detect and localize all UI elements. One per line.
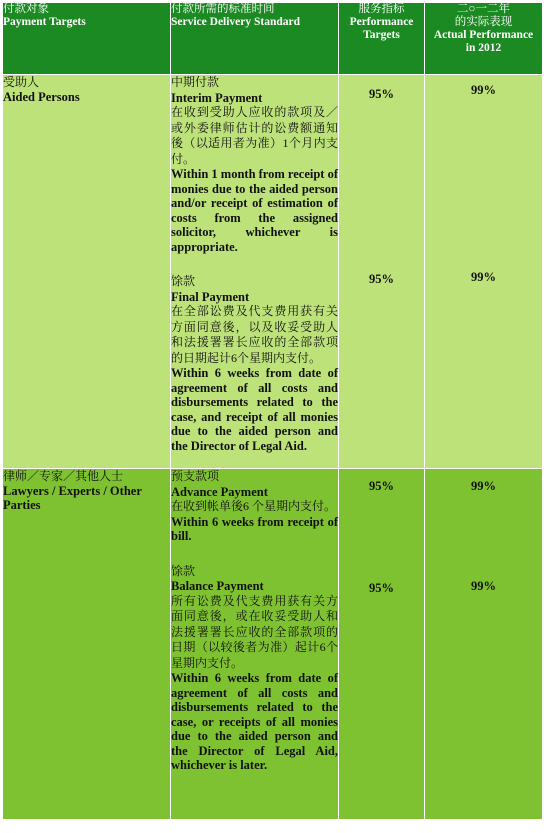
header-col4-zh1: 二○一二年 <box>457 3 510 15</box>
target-value: 95% <box>369 479 394 493</box>
header-row <box>3 3 543 75</box>
payment-desc-zh: 在收到帐单後6 个星期内支付。 <box>171 499 337 513</box>
category-zh: 律师／专家／其他人士 <box>3 469 124 483</box>
table-row <box>3 469 543 820</box>
standard-cell <box>171 469 339 820</box>
target-cell <box>339 469 425 820</box>
actual-value: 99% <box>471 479 496 493</box>
payment-desc-en: Within 6 weeks from receipt of bill. <box>171 514 338 543</box>
header-service-standard <box>171 3 339 75</box>
header-col3-en2: Targets <box>363 29 400 41</box>
header-col2-zh: 付款所需的标准时间 <box>171 3 275 15</box>
header-col1-zh: 付款对象 <box>3 3 49 15</box>
payment-desc-en: Within 6 weeks from date of agreement of all costs and disbursements related to the case, and receipt of all monies due to the aided person and the Director of Legal Aid. <box>171 366 338 453</box>
category-en: Lawyers / Experts / Other Parties <box>3 483 142 512</box>
category-cell <box>3 469 171 820</box>
payment-title-en: Advance Payment <box>171 484 268 499</box>
table-row <box>3 75 543 469</box>
target-value: 95% <box>369 272 394 286</box>
payment-title-en: Interim Payment <box>171 90 263 105</box>
actual-value: 99% <box>471 83 496 97</box>
header-col1-en: Payment Targets <box>3 16 86 28</box>
payment-desc-zh: 所有讼费及代支费用获有关方面同意後，或在收妥受助人和法援署署长应收的全部款项的日期（以较後者为准）起计6个星期内支付。 <box>171 593 338 670</box>
payment-block <box>171 274 338 453</box>
payment-desc-en: Within 6 weeks from date of agreement of all costs and disbursements related to the case, or receipts of all monies due to the aided person and the Director of Legal Aid, whichever is later. <box>171 671 338 772</box>
header-payment-targets <box>3 3 171 75</box>
actual-value: 99% <box>471 579 496 593</box>
header-actual-performance <box>425 3 543 75</box>
actual-value: 99% <box>471 270 496 284</box>
payment-performance-table <box>2 2 543 820</box>
payment-desc-en: Within 1 month from receipt of monies due to the aided person and/or receipt of estimation of costs from the assigned solicitor, whichever is appropriate. <box>171 167 339 254</box>
payment-title-zh: 预支款项 <box>171 469 220 483</box>
payment-desc-zh: 在收到受助人应收的款项及／或外委律师估计的讼费额通知後（以适用者为准）1个月内支付。 <box>171 105 338 166</box>
header-col4-en2: in 2012 <box>465 42 502 54</box>
payment-block <box>171 469 338 544</box>
payment-title-zh: 馀款 <box>171 563 196 578</box>
actual-cell <box>425 75 543 469</box>
target-value: 95% <box>369 87 394 101</box>
header-performance-targets <box>339 3 425 75</box>
target-cell <box>339 75 425 469</box>
header-col3-zh: 服务指标 <box>358 3 405 15</box>
payment-title-zh: 中期付款 <box>171 75 220 89</box>
header-col4-zh2: 的实际表现 <box>454 16 513 28</box>
payment-desc-zh: 在全部讼费及代支费用获有关方面同意後，以及收妥受助人和法援署署长应收的全部款项的日期起计6个星期内支付。 <box>171 304 338 365</box>
actual-cell <box>425 469 543 820</box>
header-col4-en1: Actual Performance <box>433 29 534 41</box>
payment-block <box>171 75 338 254</box>
category-cell <box>3 75 171 469</box>
payment-block <box>171 564 338 773</box>
header-col2-en: Service Delivery Standard <box>171 16 301 28</box>
standard-cell <box>171 75 339 469</box>
category-en: Aided Persons <box>3 89 80 104</box>
payment-title-en: Balance Payment <box>171 579 264 593</box>
category-zh: 受助人 <box>3 75 40 89</box>
payment-title-en: Final Payment <box>171 289 250 304</box>
header-col3-en1: Performance <box>349 16 414 28</box>
target-value: 95% <box>369 581 394 595</box>
payment-title-zh: 馀款 <box>171 274 196 288</box>
